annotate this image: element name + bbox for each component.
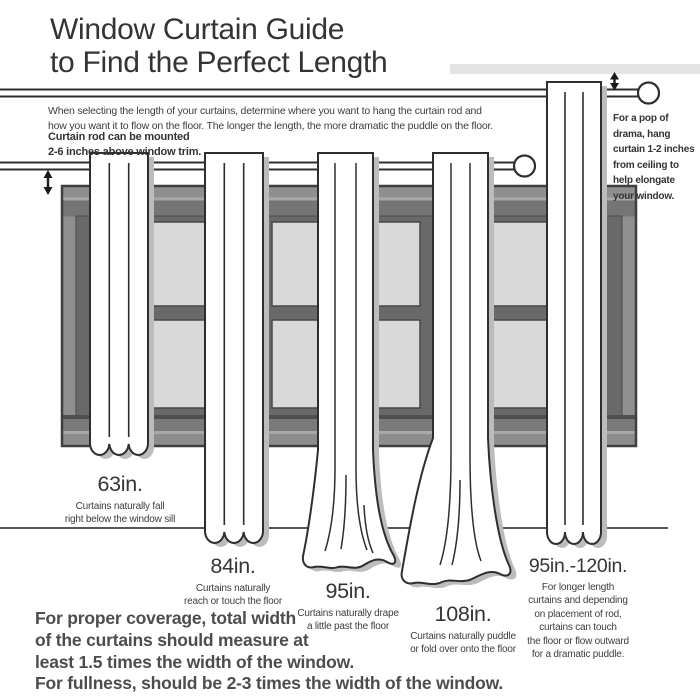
- ceiling-mount-note: [613, 111, 694, 204]
- coverage-line: least 1.5 times the width of the window.: [35, 651, 355, 672]
- ceiling-note-line: curtain 1-2 inches: [613, 144, 695, 155]
- length-label-95-120in: [527, 555, 629, 661]
- length-size: 84in.: [210, 554, 256, 578]
- finial-icon: [638, 83, 659, 104]
- rod-note-line: Curtain rod can be mounted: [48, 131, 190, 143]
- length-desc-line: on placement of rod,: [534, 608, 622, 620]
- title-line: Window Curtain Guide: [50, 13, 345, 46]
- ceiling-note-line: drama, hang: [613, 128, 671, 140]
- intro-line: how you want it to flow on the floor. The longer the length, the more dramatic the puddle on the floor.: [48, 119, 493, 132]
- length-desc-line: curtains and depending: [528, 595, 628, 607]
- updown-arrow-icon: [44, 170, 53, 195]
- ceiling-note-line: from ceiling to: [613, 159, 679, 171]
- length-desc-line: or fold over onto the floor: [410, 644, 516, 656]
- ceiling-note-line: your window.: [613, 190, 675, 202]
- length-desc-line: right below the window sill: [64, 514, 176, 526]
- length-desc-line: for a dramatic puddle.: [531, 649, 625, 661]
- coverage-line: For fullness, should be 2-3 times the width of the window.: [35, 673, 504, 694]
- curtain-95-120in: [547, 82, 607, 548]
- curtain-63in: [90, 153, 154, 459]
- ceiling-note-line: For a pop of: [613, 113, 669, 124]
- finial-icon: [514, 156, 535, 177]
- updown-arrow-icon: [610, 72, 619, 91]
- length-desc-line: For longer length: [541, 582, 615, 593]
- length-size: 108in.: [434, 602, 492, 626]
- coverage-line: For proper coverage, total width: [35, 608, 296, 628]
- length-desc: [184, 582, 282, 609]
- length-desc-line: a little past the floor: [306, 621, 390, 633]
- curtain-84in: [205, 153, 269, 547]
- length-size: 95in.: [325, 579, 371, 603]
- intro-line: When selecting the length of your curtains, determine where you want to hang the curtain rod and: [48, 105, 482, 117]
- length-desc: [65, 500, 175, 527]
- length-label-63in: [65, 472, 175, 527]
- page-title: [50, 13, 387, 79]
- ceiling-band: [450, 64, 700, 74]
- length-desc-line: the floor or flow outward: [527, 635, 629, 647]
- intro-text: [48, 104, 493, 133]
- length-desc-line: Curtains naturally puddle: [410, 631, 516, 642]
- ceiling-note-line: help elongate: [613, 175, 675, 186]
- length-size: 63in.: [97, 472, 143, 496]
- length-label-84in: [184, 554, 282, 609]
- rod-mount-note: [48, 130, 201, 159]
- length-desc-line: Curtains naturally fall: [75, 501, 165, 512]
- coverage-note: [35, 608, 503, 695]
- length-desc-line: reach or touch the floor: [183, 596, 283, 608]
- rod-note-line: 2-6 inches above window trim.: [48, 145, 202, 158]
- coverage-line: of the curtains should measure at: [35, 629, 309, 650]
- length-size: 95in.-120in.: [528, 555, 628, 577]
- length-desc: [527, 581, 629, 661]
- length-desc-line: curtains can touch: [539, 622, 617, 634]
- length-desc-line: Curtains naturally: [195, 583, 271, 594]
- length-desc-line: Curtains naturally drape: [297, 608, 399, 619]
- title-line: to Find the Perfect Length: [50, 46, 388, 79]
